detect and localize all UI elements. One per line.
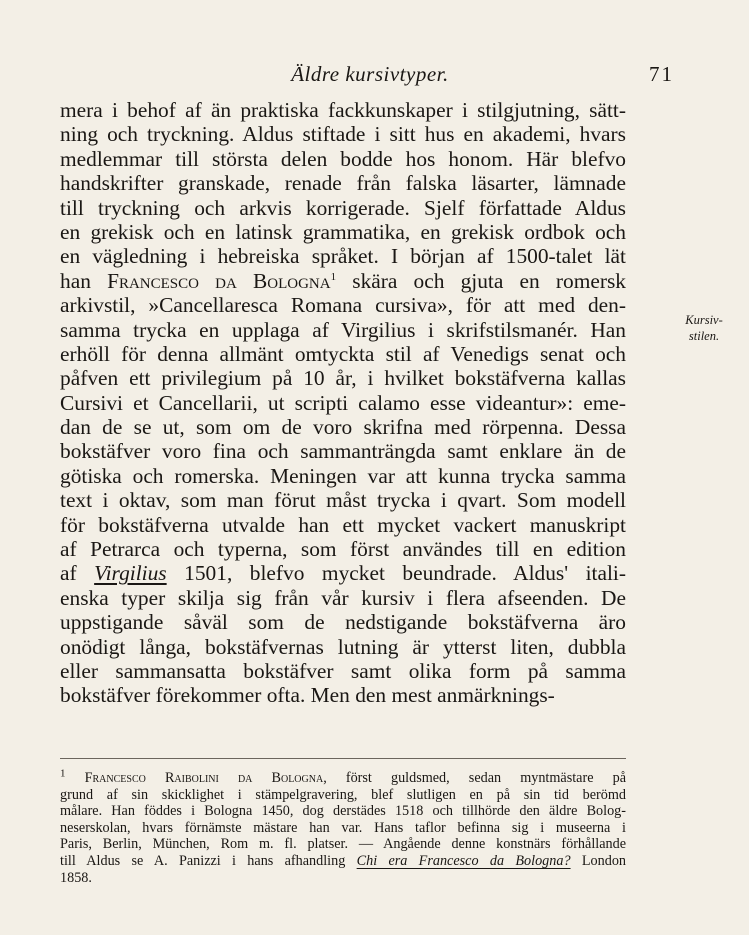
text-line: medlemmar till största delen bodde hos honom. Här blefvo [60, 146, 626, 171]
text-line: enska typer skilja sig från vår kursiv i flera afseenden. De [60, 585, 626, 610]
footnote-line: neserskolan, hvars förnämste mästare han var. Hans taflor befinna sig i museerna i [60, 819, 626, 836]
margin-note-line: Kursiv- [685, 313, 723, 327]
page-number: 71 [649, 62, 674, 86]
text-line [60, 561, 626, 585]
footnote-marker: 1 [60, 767, 66, 780]
text-line: en vägledning i hebreiska språket. I början af 1500-talet lät [60, 244, 626, 269]
text-line: onödigt långa, bokstäfvernas lutning är ytterst liten, dubbla [60, 634, 626, 659]
text-segment: skära och gjuta en romersk [352, 268, 626, 293]
footnote-line: målare. Han föddes i Bologna 1450, dog derstädes 1518 och tillhörde den äldre Bolog- [60, 803, 626, 820]
text-line: af Petrarca och typerna, som först användes till en edition [60, 537, 626, 562]
text-line: arkivstil, »Cancellaresca Romana cursiva», för att med den- [60, 293, 626, 318]
text-segment: 1501, blefvo mycket beundrade. Aldus' itali- [184, 561, 626, 586]
footnote-person-name: Francesco Raibolini da Bologna, [84, 770, 327, 786]
text-line [60, 269, 626, 293]
body-text [60, 98, 626, 708]
footnote [60, 767, 627, 886]
footnote-divider [60, 758, 626, 759]
footnote-segment: först guldsmed, sedan myntmästare på [345, 770, 626, 786]
text-line: påfven ett privilegium på 10 år, i hvilket bokstäfverna kallas [60, 366, 626, 391]
page-header [60, 62, 680, 92]
text-line: eller sammansatta bokstäfver samt olika form på samma [60, 658, 626, 683]
text-line: för bokstäfverna utvalde han ett mycket vackert manuskript [60, 512, 626, 537]
text-line: götiska och romerska. Meningen var att kunna trycka samma [60, 463, 626, 488]
text-line: handskrifter granskade, renade från falska läsarter, lämnade [60, 171, 626, 196]
footnote-line: grund af sin skicklighet i stämpelgravering, blef slutligen en på sin tid berömd [60, 786, 626, 803]
margin-note-line: stilen. [688, 329, 720, 343]
text-line: dan de se ut, som om de voro skrifna med rörpenna. Dessa [60, 415, 626, 440]
person-name: Francesco da Bologna [107, 268, 331, 293]
footnote-segment: till Aldus se A. Panizzi i hans afhandling [60, 852, 346, 869]
text-line: till tryckning och arkvis korrigerade. Sjelf författade Aldus [60, 195, 626, 220]
text-line: uppstigande såväl som de nedstigande bokstäfverna äro [60, 610, 626, 635]
footnote-line: 1858. [60, 869, 92, 886]
text-line: samma trycka en upplaga af Virgilius i skrifstilsmanér. Han [60, 317, 626, 342]
text-segment: af [60, 561, 77, 586]
running-head: Äldre kursivtyper. [291, 62, 449, 86]
text-line: text i oktav, som man förut måst trycka i qvart. Som modell [60, 488, 626, 513]
book-title: Virgilius [94, 561, 167, 586]
text-line: ning och tryckning. Aldus stiftade i sitt hus en akademi, hvars [60, 122, 626, 147]
text-line: bokstäfver voro fina och sammanträngda samt enklare än de [60, 439, 626, 464]
footnote-line: Paris, Berlin, München, Rom m. fl. platser. — Angående denne konstnärs förhållande [60, 836, 626, 853]
text-line: mera i behof af än praktiska fackkunskaper i stilgjutning, sätt- [60, 98, 626, 122]
footnote-book-title: Chi era Francesco da Bologna? [356, 852, 571, 869]
text-segment: han [60, 268, 91, 293]
text-line: bokstäfver förekommer ofta. Men den mest anmärknings- [60, 683, 555, 708]
text-line: erhöll för denna allmänt omtyckta stil af Venedigs senat och [60, 341, 626, 366]
footnote-line [60, 853, 626, 870]
text-line: en grekisk och en latinsk grammatika, en grekisk ordbok och [60, 219, 626, 244]
margin-note [664, 312, 744, 344]
footnote-segment: London [581, 852, 627, 869]
footnote-line [60, 767, 626, 787]
footnote-reference[interactable]: 1 [330, 270, 337, 283]
text-line: Cursivi et Cancellarii, ut scripti calamo esse videantur»: eme- [60, 390, 626, 415]
